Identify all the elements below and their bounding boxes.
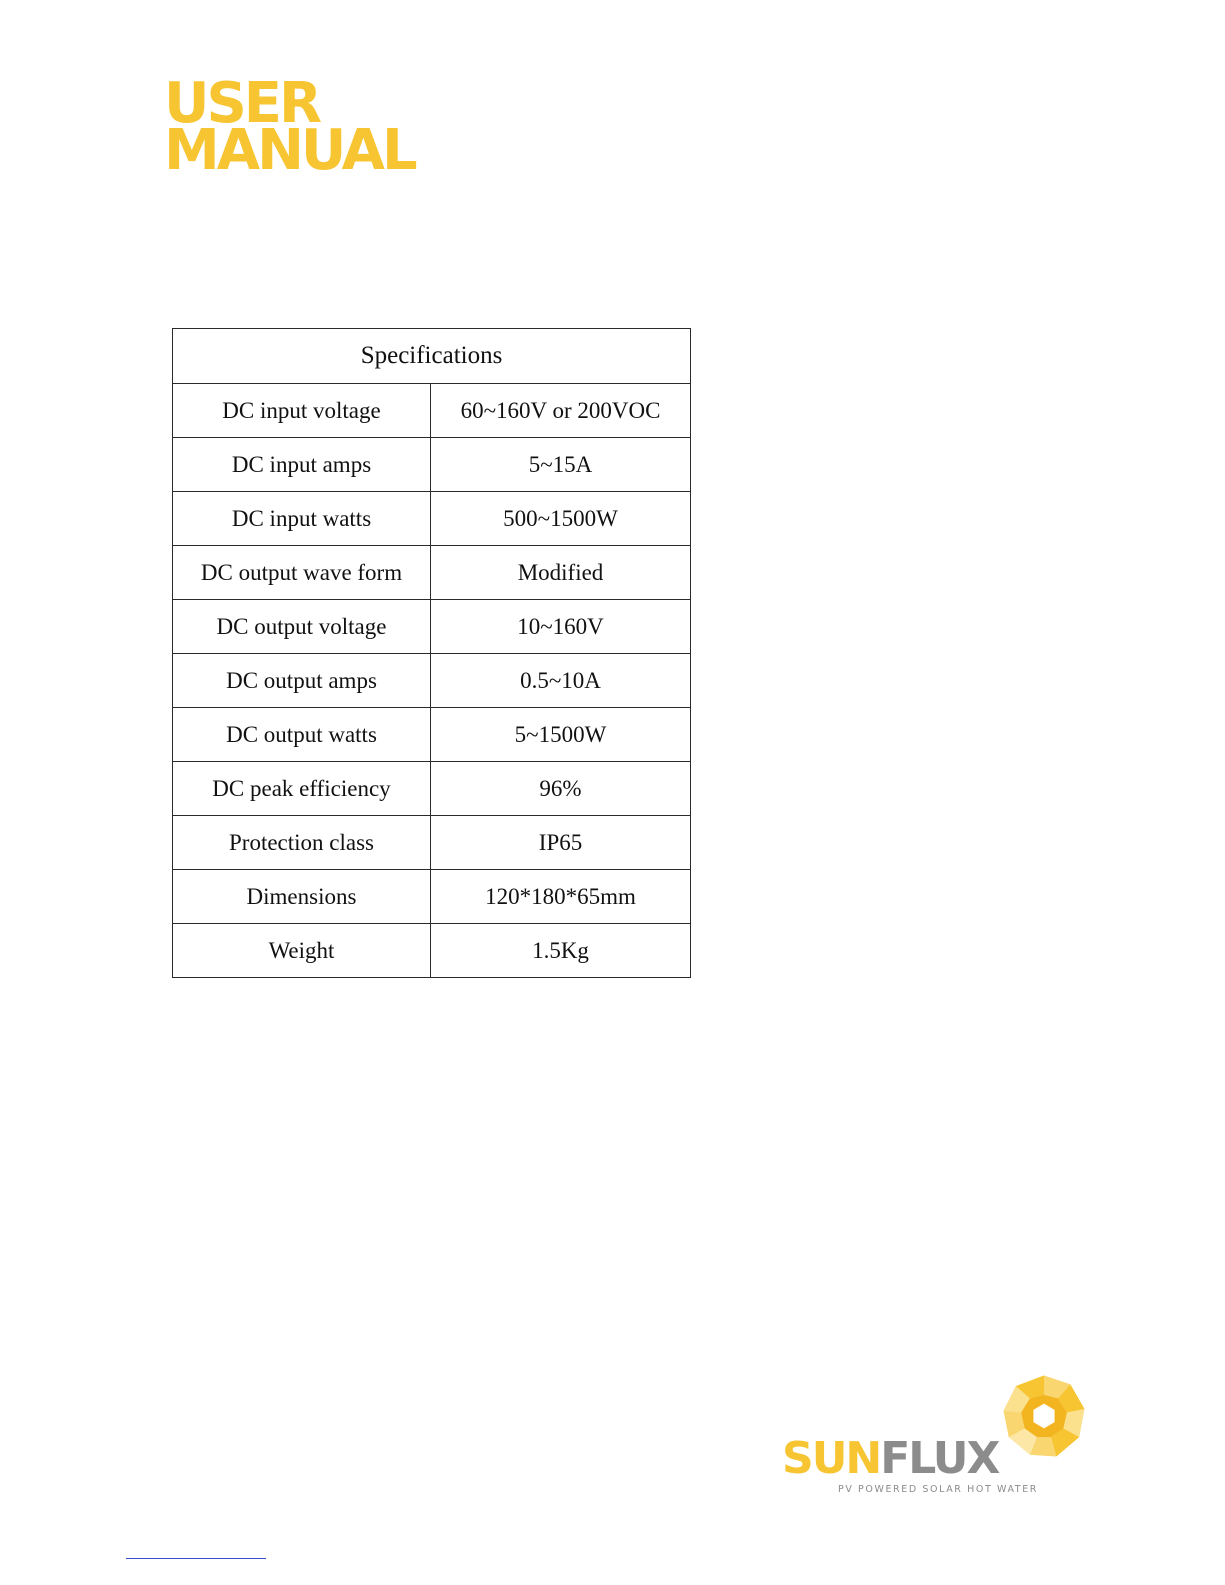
sun-hexagon-icon (1000, 1372, 1088, 1460)
footnote-divider (126, 1558, 266, 1559)
table-row (173, 384, 691, 438)
spec-value: IP65 (431, 816, 691, 870)
specifications-table (172, 328, 691, 978)
spec-value: 10~160V (431, 600, 691, 654)
spec-value: 60~160V or 200VOC (431, 384, 691, 438)
brand-tagline: PV POWERED SOLAR HOT WATER (838, 1484, 1039, 1495)
table-title: Specifications (173, 329, 691, 384)
spec-label: Protection class (173, 816, 431, 870)
spec-label: DC input amps (173, 438, 431, 492)
brand-sun: SUN (782, 1433, 881, 1484)
table-header-row (173, 329, 691, 384)
title-line-user: USER (164, 71, 320, 136)
sunflux-logo (780, 1372, 1100, 1502)
spec-value: Modified (431, 546, 691, 600)
spec-label: Dimensions (173, 870, 431, 924)
table-row (173, 600, 691, 654)
spec-value: 120*180*65mm (431, 870, 691, 924)
spec-value: 5~1500W (431, 708, 691, 762)
spec-label: DC input watts (173, 492, 431, 546)
spec-value: 5~15A (431, 438, 691, 492)
spec-label: DC input voltage (173, 384, 431, 438)
spec-label: DC output amps (173, 654, 431, 708)
spec-label: DC peak efficiency (173, 762, 431, 816)
spec-label: Weight (173, 924, 431, 978)
spec-value: 96% (431, 762, 691, 816)
table-row (173, 762, 691, 816)
spec-label: DC output voltage (173, 600, 431, 654)
spec-value: 500~1500W (431, 492, 691, 546)
table-row (173, 816, 691, 870)
table-row (173, 654, 691, 708)
brand-flux: FLUX (880, 1433, 999, 1484)
spec-label: DC output wave form (173, 546, 431, 600)
table-row (173, 870, 691, 924)
manual-title (164, 71, 415, 183)
spec-label: DC output watts (173, 708, 431, 762)
table-row (173, 492, 691, 546)
spec-value: 1.5Kg (431, 924, 691, 978)
title-line-manual: MANUAL (164, 118, 415, 183)
table-row (173, 924, 691, 978)
brand-name (782, 1434, 998, 1484)
spec-value: 0.5~10A (431, 654, 691, 708)
table-row (173, 438, 691, 492)
table-row (173, 546, 691, 600)
table-row (173, 708, 691, 762)
